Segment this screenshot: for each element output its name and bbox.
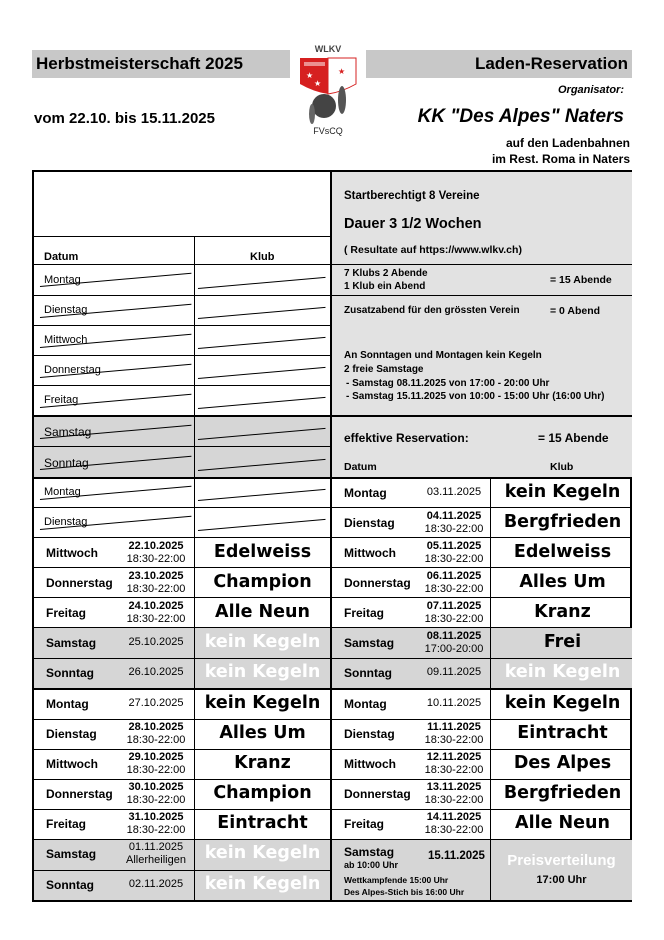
row-time: 18:30-22:00: [126, 764, 186, 776]
schedule-row: [332, 568, 633, 598]
row-club: Kranz: [534, 602, 591, 622]
row-time: 18:30-22:00: [424, 613, 484, 625]
schedule-row: [34, 628, 330, 658]
week0-day: Montag: [44, 274, 81, 286]
row-time: 18:30-22:00: [424, 523, 484, 535]
row-date: 02.11.2025: [128, 878, 184, 890]
row-day: Donnerstag: [344, 576, 411, 590]
row-time: 18:30-22:00: [126, 734, 186, 746]
row-club: Bergfrieden: [503, 783, 622, 803]
svg-text:★: ★: [306, 71, 314, 80]
extra-evening-text: Zusatzabend für den grössten Verein: [344, 305, 520, 316]
row-day: Dienstag: [344, 516, 395, 530]
row-date: 29.10.2025: [128, 751, 184, 763]
clubs-line-1: 7 Klubs 2 Abende: [344, 268, 428, 279]
row-time: 18:30-22:00: [424, 734, 484, 746]
schedule-row: [34, 658, 330, 689]
right-col-datum-header: Datum: [344, 461, 377, 473]
row-time: 18:30-22:00: [126, 583, 186, 595]
row-day: Montag: [44, 486, 81, 498]
strike-line: [198, 489, 326, 502]
row-day: Dienstag: [46, 727, 97, 741]
row-day: Sonntag: [46, 878, 94, 892]
schedule-row: [332, 809, 633, 839]
schedule-row: [332, 749, 633, 779]
week0-day: Mittwoch: [44, 334, 88, 346]
logo-top-text: WLKV: [314, 44, 342, 54]
final-day: Samstag: [344, 845, 395, 859]
row-day: Donnerstag: [344, 787, 411, 801]
row-date: 24.10.2025: [128, 600, 184, 612]
row-time: 18:30-22:00: [424, 553, 484, 565]
schedule-row: [34, 870, 330, 900]
row-date: 09.11.2025: [426, 666, 482, 678]
row-day: Samstag: [46, 847, 97, 861]
row-club: kein Kegeln: [504, 482, 621, 502]
schedule-row: [34, 719, 330, 749]
rule: [34, 355, 330, 356]
results-text: ( Resultate auf https://www.wlkv.ch): [344, 244, 522, 256]
strike-line: [198, 337, 326, 350]
page-title: Herbstmeisterschaft 2025: [36, 54, 243, 73]
effective-label: effektive Reservation:: [344, 431, 469, 445]
row-club: Champion: [213, 783, 312, 803]
row-date: 23.10.2025: [128, 570, 184, 582]
row-time: 18:30-22:00: [126, 824, 186, 836]
row-date: 04.11.2025: [426, 510, 482, 522]
rule: [34, 236, 330, 237]
schedule-row: [332, 689, 633, 719]
logo-bottom-text: FVsCQ: [313, 126, 343, 136]
clubs-total: = 15 Abende: [550, 274, 612, 286]
organizer-label: Organisator:: [557, 84, 624, 96]
row-day: Montag: [344, 697, 387, 711]
row-date: 01.11.2025: [128, 841, 184, 853]
rule: [34, 325, 330, 326]
row-club: Edelweiss: [213, 542, 312, 562]
schedule-row: [332, 779, 633, 809]
clubs-line-2: 1 Klub ein Abend: [344, 281, 426, 292]
schedule-row: [332, 478, 633, 508]
row-time: 18:30-22:00: [424, 824, 484, 836]
row-date: 05.11.2025: [426, 540, 482, 552]
rule: [34, 295, 632, 296]
row-date: 28.10.2025: [128, 721, 184, 733]
row-club: Alles Um: [519, 572, 606, 592]
row-club: Eintracht: [517, 723, 608, 743]
row-time: 18:30-22:00: [126, 794, 186, 806]
row-time: Allerheiligen: [126, 854, 186, 866]
row-club: kein Kegeln: [204, 874, 321, 894]
row-day: Mittwoch: [344, 757, 396, 771]
week0-day: Dienstag: [44, 304, 88, 316]
svg-text:★: ★: [314, 79, 322, 88]
row-club: Frei: [543, 632, 582, 652]
row-club: Alles Um: [219, 723, 306, 743]
notes-line-3: - Samstag 08.11.2025 von 17:00 - 20:00 Uhr: [346, 378, 550, 389]
row-time: 17:00-20:00: [424, 643, 484, 655]
week0-day: Donnerstag: [44, 364, 101, 376]
row-time: 18:30-22:00: [126, 613, 186, 625]
schedule-row: [332, 628, 633, 658]
row-day: Samstag: [46, 636, 97, 650]
schedule-row: [34, 538, 330, 568]
row-day: Dienstag: [44, 516, 88, 528]
row-date: 08.11.2025: [426, 630, 482, 642]
row-date: 03.11.2025: [426, 486, 482, 498]
row-date: 07.11.2025: [426, 600, 482, 612]
row-date: 31.10.2025: [128, 811, 184, 823]
schedule-row: [332, 508, 633, 538]
row-day: Freitag: [46, 606, 87, 620]
extra-evening-total: = 0 Abend: [550, 305, 601, 317]
notes-line-1: An Sonntagen und Montagen kein Kegeln: [344, 350, 542, 361]
schedule-row: [34, 749, 330, 779]
row-date: 13.11.2025: [426, 781, 482, 793]
row-club: Des Alpes: [513, 753, 612, 773]
row-day: Mittwoch: [46, 546, 98, 560]
period-text: vom 22.10. bis 15.11.2025: [34, 110, 215, 127]
location-line-2: im Rest. Roma in Naters: [491, 152, 630, 166]
week0-day: Samstag: [44, 425, 92, 439]
row-day: Montag: [344, 486, 387, 500]
row-day: Sonntag: [46, 666, 94, 680]
row-day: Donnerstag: [46, 576, 113, 590]
logo-emblem-icon: [292, 54, 364, 134]
schedule-row: [34, 478, 330, 508]
schedule-row: [34, 779, 330, 809]
week0-day: Freitag: [44, 394, 79, 406]
left-col-datum-header: Datum: [44, 251, 79, 263]
strike-line: [198, 519, 326, 532]
row-club: Edelweiss: [513, 542, 612, 562]
row-day: Sonntag: [344, 666, 392, 680]
title-bar: [32, 50, 290, 78]
final-event-time: 17:00 Uhr: [536, 874, 587, 886]
row-day: Mittwoch: [46, 757, 98, 771]
row-date: 12.11.2025: [426, 751, 482, 763]
row-date: 11.11.2025: [427, 721, 481, 733]
row-club: Champion: [213, 572, 312, 592]
row-club: kein Kegeln: [204, 662, 321, 682]
row-club: kein Kegeln: [204, 843, 321, 863]
row-club: Eintracht: [217, 813, 308, 833]
row-club: kein Kegeln: [504, 693, 621, 713]
row-day: Freitag: [344, 817, 385, 831]
week0-day: Sonntag: [44, 456, 89, 470]
rule: [34, 385, 330, 386]
rule: [34, 415, 632, 417]
rule: [34, 264, 632, 265]
row-date: 25.10.2025: [128, 636, 184, 648]
final-note-1: Wettkampfende 15:00 Uhr: [344, 875, 449, 885]
row-date: 30.10.2025: [128, 781, 184, 793]
location-line-1: auf den Ladenbahnen: [505, 136, 630, 150]
schedule-row: [332, 719, 633, 749]
row-day: Samstag: [344, 636, 395, 650]
schedule-row: [332, 538, 633, 568]
schedule-row: [34, 598, 330, 628]
row-club: Alle Neun: [215, 602, 310, 622]
notes-line-2: 2 freie Samstage: [344, 364, 424, 375]
svg-text:★: ★: [338, 67, 346, 76]
row-day: Mittwoch: [344, 546, 396, 560]
row-date: 22.10.2025: [128, 540, 184, 552]
row-date: 06.11.2025: [426, 570, 482, 582]
right-title-bar: [366, 50, 632, 78]
schedule-row: [332, 598, 633, 628]
wlkv-logo: [292, 44, 364, 136]
reservation-title: Laden-Reservation: [474, 54, 628, 73]
row-date: 26.10.2025: [128, 666, 184, 678]
rule: [34, 446, 330, 447]
right-col-klub-header: Klub: [550, 461, 574, 473]
schedule-row: [34, 508, 330, 538]
final-note-2: Des Alpes-Stich bis 16:00 Uhr: [344, 887, 465, 897]
row-club: kein Kegeln: [204, 693, 321, 713]
duration-text: Dauer 3 1/2 Wochen: [344, 216, 482, 232]
left-col-klub-header: Klub: [250, 251, 275, 263]
row-date: 27.10.2025: [128, 697, 184, 709]
row-time: 18:30-22:00: [424, 764, 484, 776]
final-event: Preisverteilung: [507, 852, 616, 869]
schedule-table: [32, 170, 632, 902]
final-date: 15.11.2025: [428, 850, 485, 862]
row-day: Montag: [46, 697, 89, 711]
row-club: Bergfrieden: [503, 512, 622, 532]
notes-line-4: - Samstag 15.11.2025 von 10:00 - 15:00 Uhr (16:00 Uhr): [346, 391, 605, 402]
eligible-text: Startberechtigt 8 Vereine: [344, 190, 480, 202]
strike-line: [198, 277, 326, 290]
row-time: 18:30-22:00: [424, 794, 484, 806]
strike-line: [198, 307, 326, 320]
row-time: 18:30-22:00: [126, 553, 186, 565]
effective-total: = 15 Abende: [538, 431, 609, 445]
strike-line: [198, 367, 326, 380]
row-day: Freitag: [344, 606, 385, 620]
final-sub: ab 10:00 Uhr: [344, 860, 399, 870]
schedule-row: [332, 658, 633, 689]
row-date: 10.11.2025: [426, 697, 482, 709]
row-time: 18:30-22:00: [424, 583, 484, 595]
schedule-row: [34, 689, 330, 719]
schedule-row: [34, 809, 330, 839]
divider-left-col: [194, 236, 195, 480]
schedule-row: [34, 568, 330, 598]
row-date: 14.11.2025: [426, 811, 482, 823]
row-club: kein Kegeln: [504, 662, 621, 682]
organizer-club: KK "Des Alpes" Naters: [417, 106, 624, 127]
row-day: Donnerstag: [46, 787, 113, 801]
row-day: Dienstag: [344, 727, 395, 741]
row-club: Alle Neun: [515, 813, 610, 833]
row-day: Freitag: [46, 817, 87, 831]
row-club: kein Kegeln: [204, 632, 321, 652]
strike-line: [198, 397, 326, 410]
row-club: Kranz: [234, 753, 291, 773]
schedule-row: [34, 839, 330, 870]
